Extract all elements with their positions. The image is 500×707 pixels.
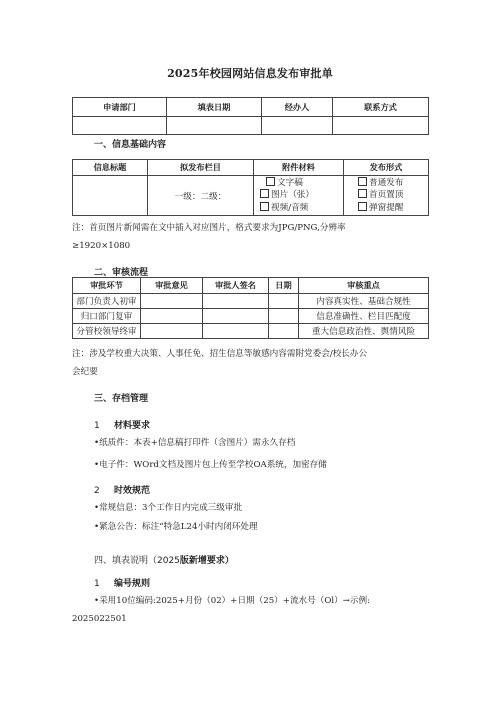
section1-note-line1: 注：首页图片新闻需在文中插入对应图片，格式要求为JPG/PNG,分辨率 [72, 223, 346, 233]
publish-form-options [344, 176, 429, 216]
section4-item-line2: 2025022501 [72, 614, 127, 624]
section4-heading [94, 548, 234, 567]
approval-opinion-cell[interactable] [141, 294, 203, 309]
checkbox-icon[interactable] [266, 177, 275, 186]
approval-focus: 重大信息政治性、舆情风险 [299, 324, 429, 339]
attachment-option-image[interactable]: 图片（张） [254, 189, 343, 202]
sub-title: 编号规则 [114, 579, 151, 589]
approval-signature-cell[interactable] [203, 294, 269, 309]
approval-date-header: 日期 [269, 278, 299, 294]
info-title-header: 信息标题 [73, 160, 148, 176]
info-column-cell: 一级：二级： [148, 176, 254, 216]
checkbox-icon[interactable] [358, 202, 367, 211]
info-column-header: 拟发布栏目 [148, 160, 254, 176]
section2-note-line2: 会纪要 [72, 367, 98, 377]
header-contact: 联系方式 [333, 98, 429, 117]
approval-focus: 信息准确性、栏目匹配度 [299, 309, 429, 324]
approval-signature-header: 审批人签名 [203, 278, 269, 294]
approval-opinion-cell[interactable] [141, 324, 203, 339]
section4-heading-bold: 版新增要求） [179, 556, 234, 566]
checkbox-icon[interactable] [260, 189, 269, 198]
date-cell[interactable] [167, 117, 262, 135]
page-title: 2025年校园网站信息发布审批单 [167, 67, 333, 80]
approval-step-header: 审批环节 [73, 278, 141, 294]
section2-heading: 二、审核流程 [94, 268, 149, 278]
section3-sub1 [94, 418, 150, 431]
approval-step: 部门负责人初审 [73, 294, 141, 309]
publish-option-normal[interactable]: 普通发布 [344, 177, 428, 190]
section3-item-regular: •常规信息：3个工作日内完成三级审批 [94, 503, 243, 513]
approval-date-cell[interactable] [269, 309, 299, 324]
table-row [73, 309, 429, 324]
approval-step: 归口部门复审 [73, 309, 141, 324]
checkbox-icon[interactable] [260, 202, 269, 211]
approval-signature-cell[interactable] [203, 324, 269, 339]
attachment-option-text[interactable]: 文字稿 [254, 177, 343, 190]
approval-focus: 内容真实性、基础合规性 [299, 294, 429, 309]
contact-cell[interactable] [333, 117, 429, 135]
attachment-options [254, 176, 344, 216]
table-row [73, 294, 429, 309]
approval-opinion-header: 审批意见 [141, 278, 203, 294]
checkbox-icon[interactable] [358, 177, 367, 186]
info-attachment-header: 附件材料 [254, 160, 344, 176]
header-date: 填表日期 [167, 98, 262, 117]
sub-number: 2 [94, 486, 100, 496]
checkbox-icon[interactable] [358, 189, 367, 198]
section4-sub1 [94, 576, 150, 589]
publish-option-pin[interactable]: 首页置顶 [344, 189, 428, 202]
section2-note-line1: 注：涉及学校重大决策、人事任免、招生信息等敏感内容需附党委会/校长办公 [72, 349, 368, 359]
header-dept: 申请部门 [73, 98, 167, 117]
sub-title: 材料要求 [114, 421, 151, 431]
header-handler: 经办人 [262, 98, 333, 117]
approval-table [72, 277, 429, 339]
dept-cell[interactable] [73, 117, 167, 135]
section4-heading-prefix: 四、填表说明（2025 [94, 556, 180, 566]
section3-item-urgent: •紧急公告：标注“特急L24小时内闭环处理 [94, 522, 258, 532]
section1-note-line2: ≥1920×1080 [72, 241, 131, 251]
approval-date-cell[interactable] [269, 324, 299, 339]
sub-title: 时效规范 [114, 486, 151, 496]
sub-number: 1 [94, 421, 100, 431]
approval-focus-header: 审核重点 [299, 278, 429, 294]
table-row [73, 324, 429, 339]
info-table [72, 159, 429, 216]
section3-heading: 三、存档管理 [94, 394, 149, 404]
approval-signature-cell[interactable] [203, 309, 269, 324]
section1-heading: 一、信息基础内容 [94, 140, 167, 150]
approval-date-cell[interactable] [269, 294, 299, 309]
handler-cell[interactable] [262, 117, 333, 135]
sub-number: 1 [94, 579, 100, 589]
publish-option-popup[interactable]: 弹窗提醒 [344, 202, 428, 215]
section3-sub2 [94, 483, 150, 496]
info-title-cell[interactable] [73, 176, 148, 216]
info-form-header: 发布形式 [344, 160, 429, 176]
applicant-table [72, 97, 429, 135]
attachment-option-video[interactable]: 视频/音频 [254, 202, 343, 215]
section3-item-electronic: •电子件：WOrd文档及图片包上传至学校OA系统，加密存储 [94, 460, 327, 470]
approval-opinion-cell[interactable] [141, 309, 203, 324]
section3-item-paper: •纸质件：本表+信息稿打印件（含图片）需永久存档 [94, 438, 296, 448]
approval-step: 分管校领导终审 [73, 324, 141, 339]
section4-item-line1: •采用10位编码:2025+月份（02）+日期（25）+流水号（Ol）→示例: [94, 596, 371, 606]
